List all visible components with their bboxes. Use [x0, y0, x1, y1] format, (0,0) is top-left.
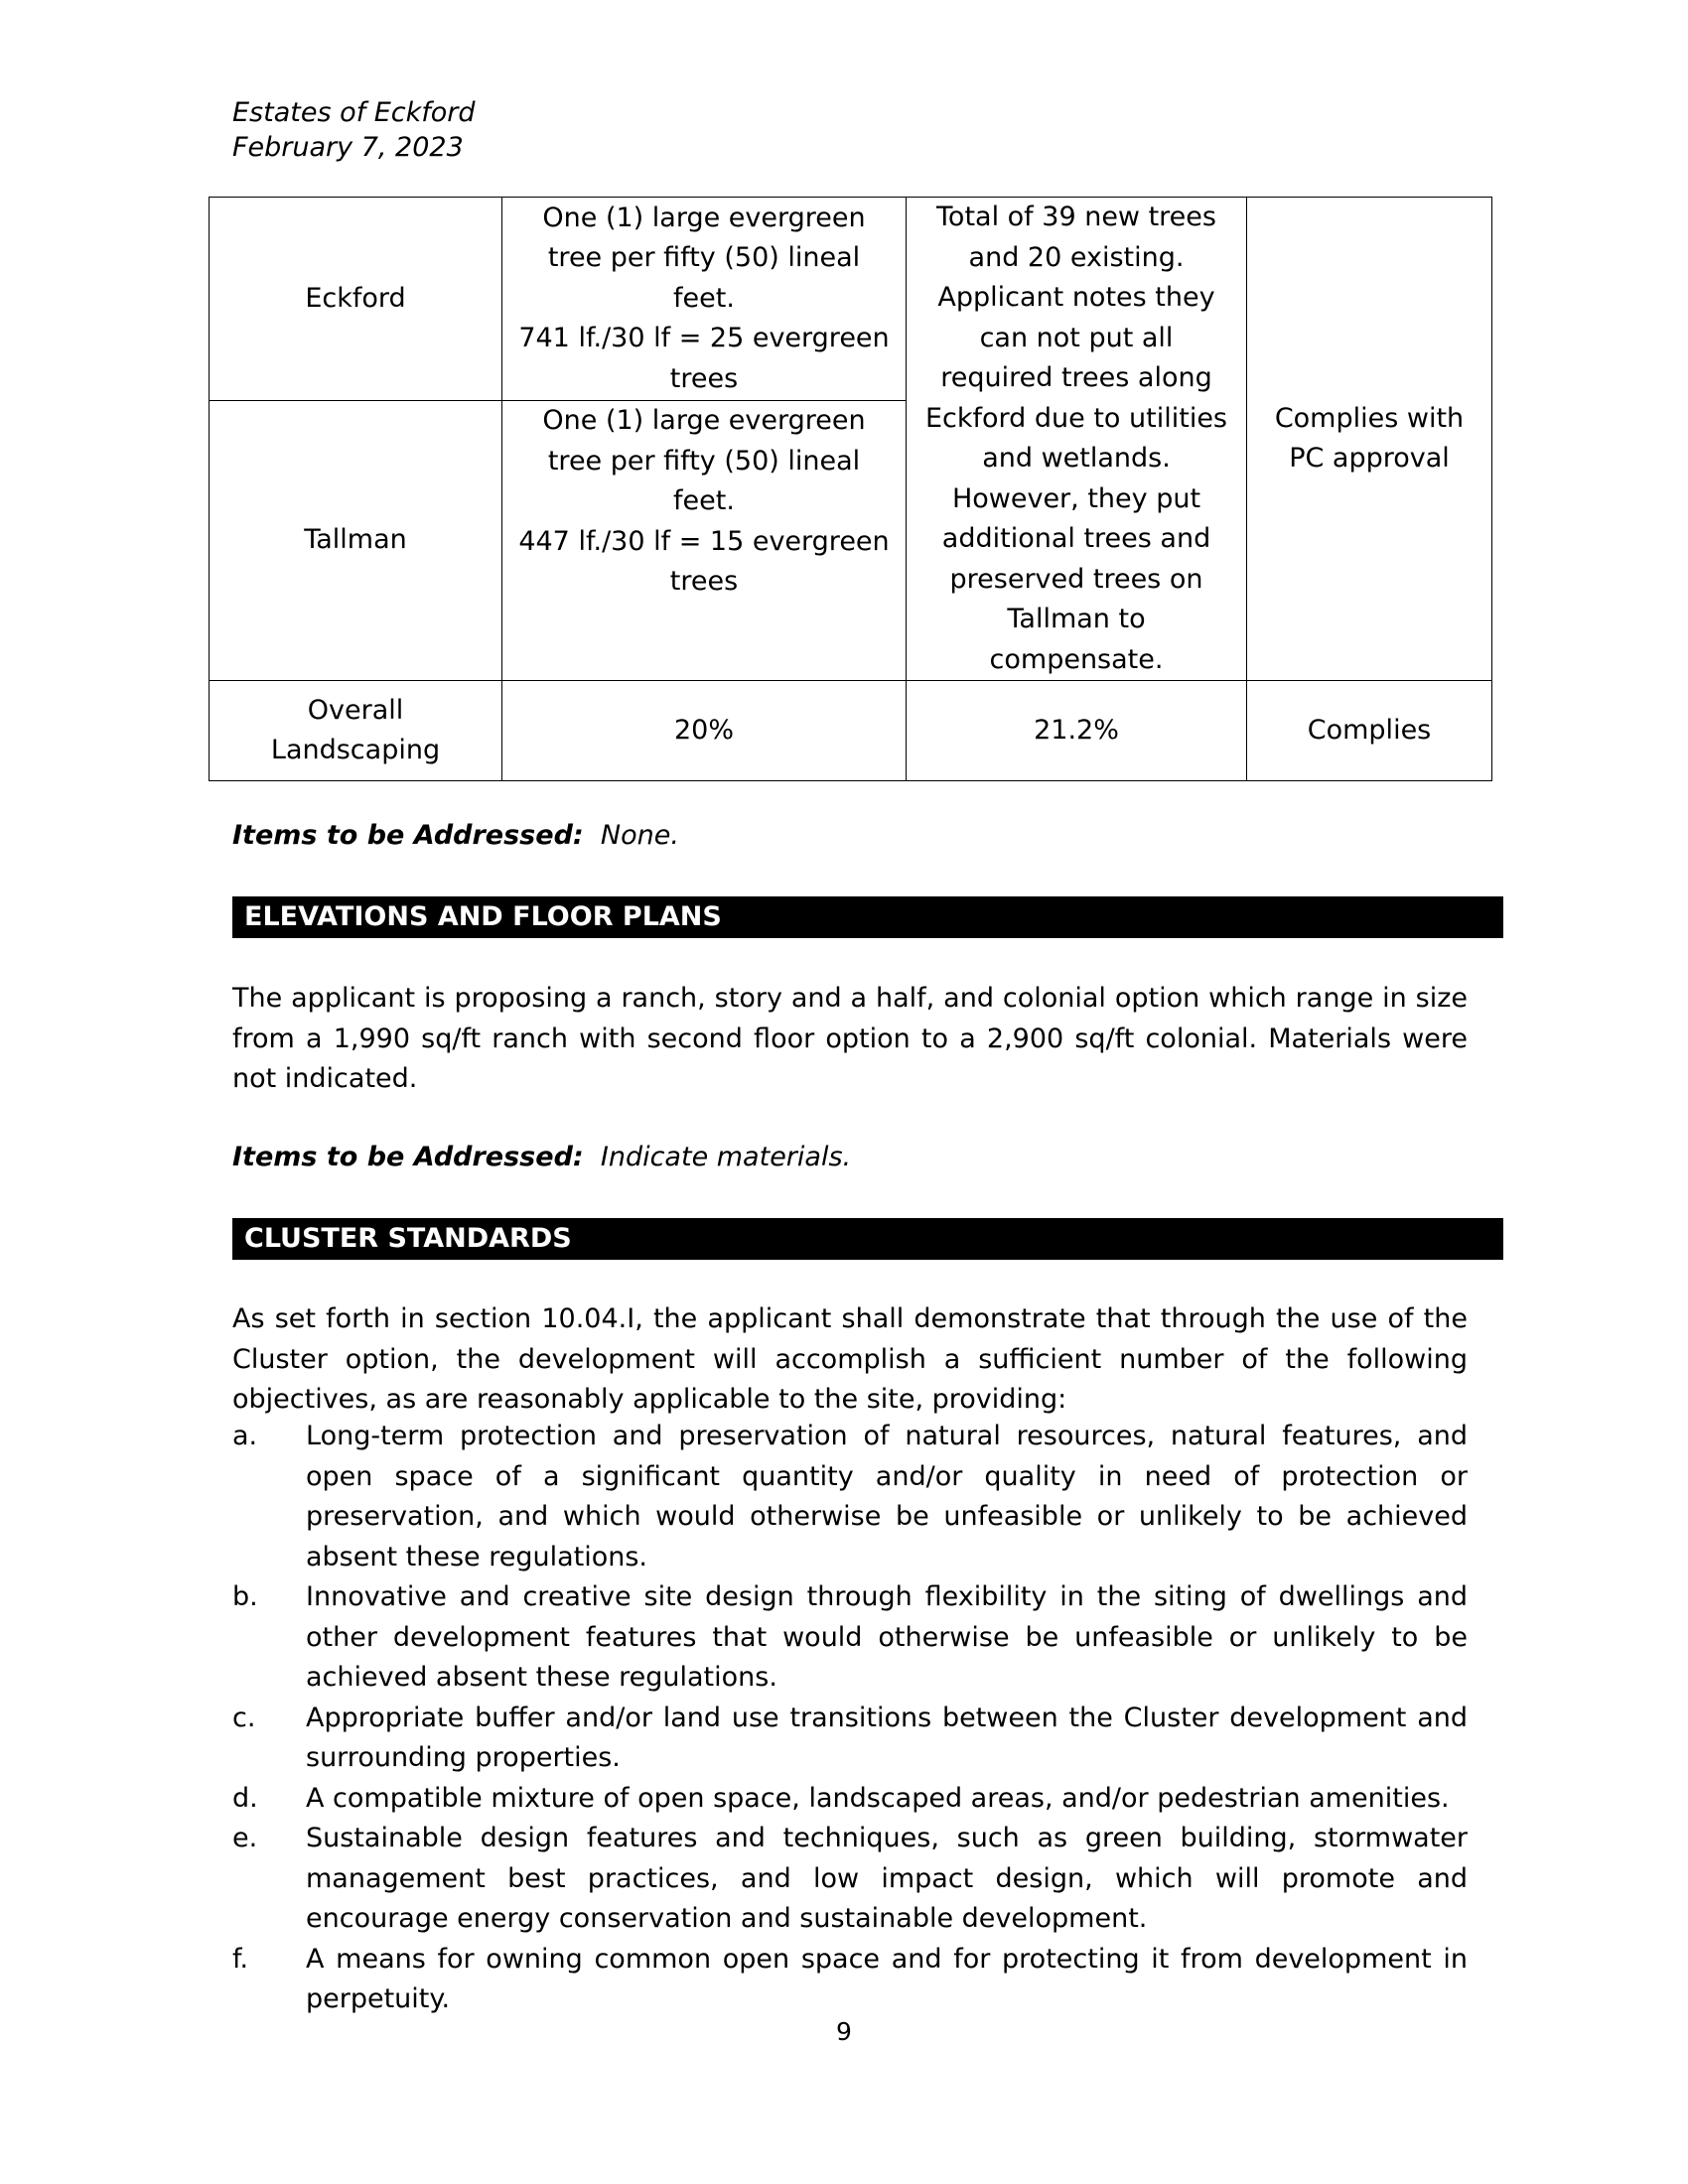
cell-line: One (1) large evergreen [542, 202, 866, 233]
row-label: Eckford [210, 198, 502, 401]
list-marker: a. [232, 1421, 258, 1451]
cell-line: preserved trees on [949, 563, 1203, 595]
page-number: 9 [836, 2017, 852, 2046]
list-item-text: A means for owning common open space and for protecting it from development in perpetuity. [306, 1943, 1468, 2014]
cell-line: feet. [673, 282, 735, 314]
document-title: Estates of Eckford [232, 97, 476, 128]
cell-line: Landscaping [270, 735, 441, 765]
items-to-be-addressed [232, 816, 679, 857]
table-row [210, 681, 1492, 781]
list-item-text: Sustainable design features and techniques, such as green building, stormwater management best practices, and low impact design, which will promote and encourage energy conservation and sustainable development. [306, 1823, 1468, 1934]
table-row [210, 198, 1492, 401]
list-item-text: Long-term protection and preservation of natural resources, natural features, and open space of a significant quantity and/or quality in need of protection or preservation, and which would otherwise be unfeasible or unlikely to be achieved absent these regulations. [306, 1421, 1468, 1572]
list-marker: e. [232, 1823, 258, 1853]
items-label: Items to be Addressed: [232, 1142, 584, 1172]
items-value: Indicate materials. [600, 1142, 852, 1172]
items-to-be-addressed [232, 1138, 851, 1178]
cell-line: PC approval [1289, 443, 1450, 474]
list-marker: b. [232, 1581, 258, 1612]
document-header [232, 95, 476, 165]
cell-line: However, they put [951, 482, 1201, 514]
cell-line: and 20 existing. [968, 241, 1185, 273]
section-heading-cluster-standards: CLUSTER STANDARDS [232, 1218, 1503, 1260]
list-item [232, 1417, 1468, 1577]
cell-line: tree per fifty (50) lineal [547, 445, 861, 477]
list-item-text: A compatible mixture of open space, landscaped areas, and/or pedestrian amenities. [306, 1782, 1450, 1814]
document-date: February 7, 2023 [232, 132, 464, 163]
cell-line: and wetlands. [982, 443, 1171, 474]
cell-line: feet. [673, 485, 735, 517]
list-marker: d. [232, 1782, 258, 1814]
cell-line: Overall [307, 694, 404, 726]
items-value: None. [600, 820, 679, 851]
cell-line: 741 lf./30 lf = 25 evergreen [518, 323, 890, 354]
required-cell [502, 198, 907, 401]
provided-cell [907, 198, 1247, 681]
list-item-text: Appropriate buffer and/or land use transitions between the Cluster development and surrounding properties. [306, 1702, 1468, 1773]
cell-line: trees [669, 566, 739, 598]
list-item [232, 1699, 1468, 1779]
row-label [210, 681, 502, 781]
cell-line: 447 lf./30 lf = 15 evergreen [518, 525, 890, 557]
cell-line: can not put all [979, 322, 1174, 353]
status-cell [1247, 198, 1492, 681]
cell-line: Total of 39 new trees [936, 202, 1216, 232]
cell-line: compensate. [989, 643, 1164, 675]
list-marker: f. [232, 1943, 249, 1975]
status-cell: Complies [1247, 681, 1492, 781]
cell-line: required trees along [940, 362, 1212, 393]
cell-line: tree per fifty (50) lineal [547, 242, 861, 274]
items-label: Items to be Addressed: [232, 820, 584, 851]
cell-line: trees [669, 362, 739, 394]
list-item [232, 1779, 1468, 1820]
required-cell [502, 401, 907, 681]
elevations-paragraph: The applicant is proposing a ranch, story and a half, and colonial option which range in size from a 1,990 sq/ft ranch with second floor option to a 2,900 sq/ft colonial. Materials were not indicated. [232, 983, 1468, 1094]
list-item [232, 1819, 1468, 1940]
list-marker: c. [232, 1702, 256, 1733]
list-item [232, 1940, 1468, 2020]
required-cell: 20% [502, 681, 907, 781]
section-heading-elevations: ELEVATIONS AND FLOOR PLANS [232, 896, 1503, 938]
cell-line: Complies with [1274, 402, 1465, 434]
list-item [232, 1577, 1468, 1699]
cell-line: Applicant notes they [937, 282, 1215, 313]
objectives-list [232, 1417, 1468, 2020]
cell-line: One (1) large evergreen [542, 405, 866, 437]
cell-line: additional trees and [941, 523, 1211, 554]
cluster-paragraph: As set forth in section 10.04.I, the applicant shall demonstrate that through the use of the Cluster option, the development will accomplish a sufficient number of the following objectives, as are reasonably applicable to the site, providing: [232, 1303, 1468, 1415]
cell-line: Eckford due to utilities [924, 402, 1227, 434]
list-item-text: Innovative and creative site design through flexibility in the siting of dwellings and other development features that would otherwise be unfeasible or unlikely to be achieved absent these regulations. [306, 1581, 1468, 1693]
row-label: Tallman [210, 401, 502, 681]
cell-line: Tallman to [1007, 604, 1146, 634]
provided-cell: 21.2% [907, 681, 1247, 781]
landscaping-requirements-table [209, 197, 1492, 781]
